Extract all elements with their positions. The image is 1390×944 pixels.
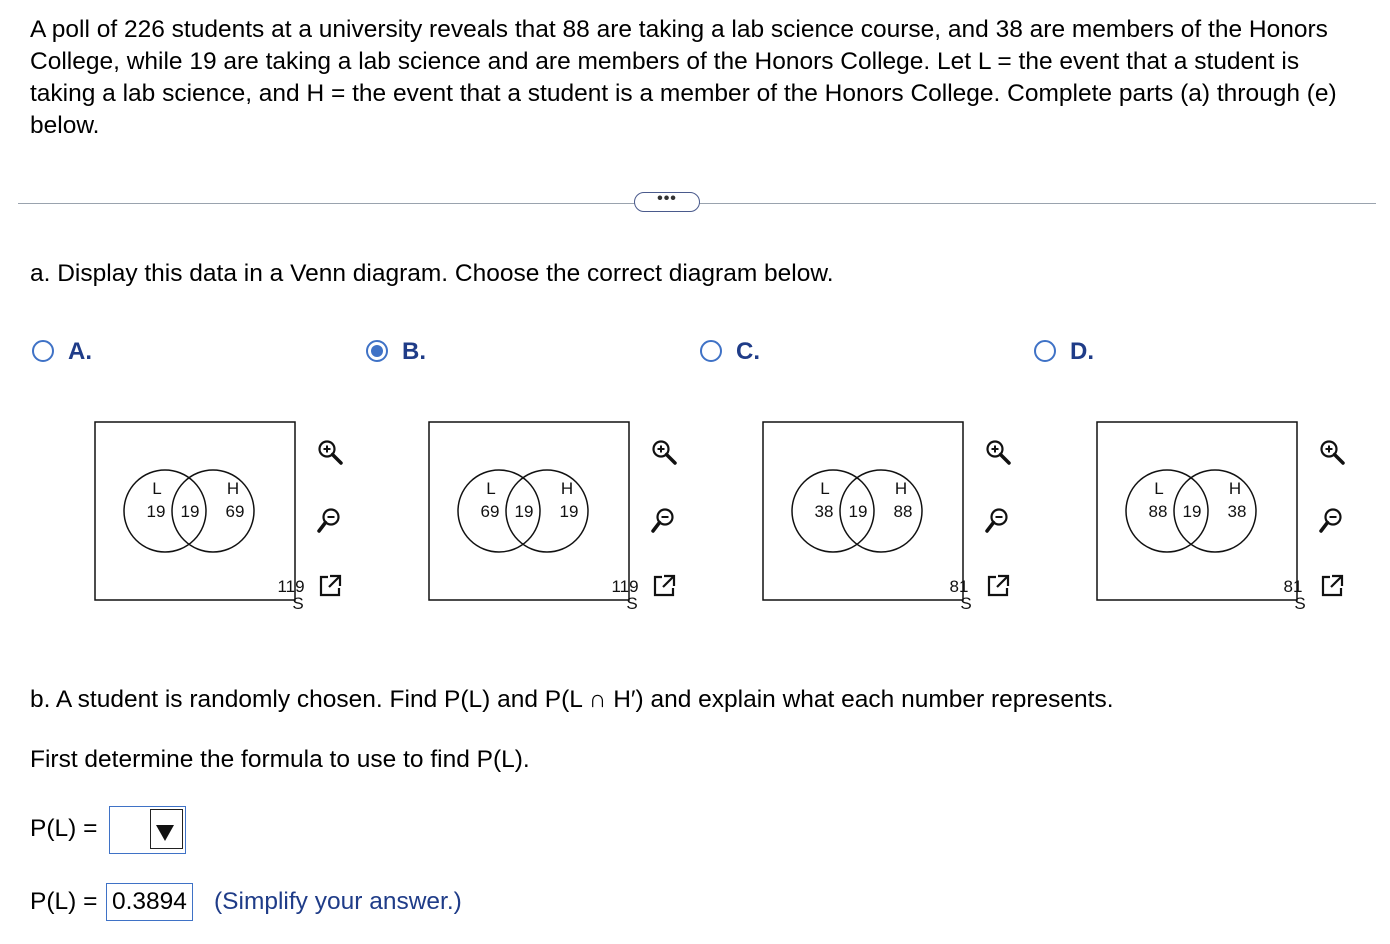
- value-h-only: 88: [893, 502, 913, 521]
- pl-answer-field[interactable]: 0.3894: [106, 883, 193, 921]
- label-h: H: [1228, 479, 1242, 498]
- option-radio[interactable]: [1034, 340, 1056, 362]
- option-label: B.: [402, 338, 426, 365]
- value-l-only: 69: [480, 502, 500, 521]
- value-both: 19: [180, 502, 200, 521]
- value-h-only: 69: [225, 502, 245, 521]
- label-l: L: [820, 479, 830, 498]
- label-l: L: [486, 479, 496, 498]
- label-l: L: [152, 479, 162, 498]
- venn-diagram: [758, 420, 998, 620]
- more-button[interactable]: •••: [634, 192, 700, 212]
- option-c[interactable]: [700, 336, 1020, 626]
- zoom-out-icon[interactable]: [650, 506, 678, 534]
- value-outside: 81: [949, 577, 969, 596]
- zoom-out-icon[interactable]: [984, 506, 1012, 534]
- zoom-in-icon[interactable]: [984, 438, 1012, 466]
- option-d[interactable]: [1034, 336, 1354, 626]
- formula-instruction: First determine the formula to use to find P(L).: [30, 746, 530, 773]
- pl-value-label: P(L) =: [30, 888, 98, 915]
- label-universe: S: [1294, 594, 1306, 613]
- value-l-only: 88: [1148, 502, 1168, 521]
- value-outside: 119: [277, 577, 305, 596]
- open-external-icon[interactable]: [1318, 572, 1346, 600]
- zoom-out-icon[interactable]: [1318, 506, 1346, 534]
- value-l-only: 19: [146, 502, 166, 521]
- value-both: 19: [514, 502, 534, 521]
- zoom-in-icon[interactable]: [1318, 438, 1346, 466]
- label-universe: S: [626, 594, 638, 613]
- value-outside: 81: [1283, 577, 1303, 596]
- label-h: H: [560, 479, 574, 498]
- label-h: H: [894, 479, 908, 498]
- option-radio[interactable]: [32, 340, 54, 362]
- option-b[interactable]: [366, 336, 686, 626]
- value-both: 19: [848, 502, 868, 521]
- open-external-icon[interactable]: [650, 572, 678, 600]
- open-external-icon[interactable]: [316, 572, 344, 600]
- label-h: H: [226, 479, 240, 498]
- option-a[interactable]: [32, 336, 352, 626]
- value-l-only: 38: [814, 502, 834, 521]
- dropdown-arrow-icon: [156, 825, 174, 841]
- option-label: C.: [736, 338, 760, 365]
- open-external-icon[interactable]: [984, 572, 1012, 600]
- label-l: L: [1154, 479, 1164, 498]
- simplify-hint: (Simplify your answer.): [214, 888, 462, 915]
- venn-diagram: [424, 420, 664, 620]
- option-label: A.: [68, 338, 92, 365]
- pl-formula-dropdown[interactable]: [109, 806, 186, 854]
- venn-diagram: [1092, 420, 1332, 620]
- problem-statement: A poll of 226 students at a university reveals that 88 are taking a lab science course, and 38 are members of the Honors College, while 19 are taking a lab science and are members of the Honors College. Let L = the event that a student is taking a lab science, and H = the event that a student is a member of the Honors College. Complete parts (a) through (e) below.: [30, 16, 1337, 139]
- value-h-only: 38: [1227, 502, 1247, 521]
- option-radio[interactable]: [366, 340, 388, 362]
- value-both: 19: [1182, 502, 1202, 521]
- zoom-in-icon[interactable]: [316, 438, 344, 466]
- part-b-prompt: b. A student is randomly chosen. Find P(L) and P(L ∩ H′) and explain what each number represents.: [30, 686, 1114, 713]
- part-a-prompt: a. Display this data in a Venn diagram. Choose the correct diagram below.: [30, 260, 834, 287]
- venn-diagram: [90, 420, 330, 620]
- value-outside: 119: [611, 577, 639, 596]
- value-h-only: 19: [559, 502, 579, 521]
- dropdown-button[interactable]: [150, 809, 183, 849]
- option-radio[interactable]: [700, 340, 722, 362]
- zoom-out-icon[interactable]: [316, 506, 344, 534]
- zoom-in-icon[interactable]: [650, 438, 678, 466]
- pl-formula-label: P(L) =: [30, 815, 98, 842]
- label-universe: S: [292, 594, 304, 613]
- option-label: D.: [1070, 338, 1094, 365]
- label-universe: S: [960, 594, 972, 613]
